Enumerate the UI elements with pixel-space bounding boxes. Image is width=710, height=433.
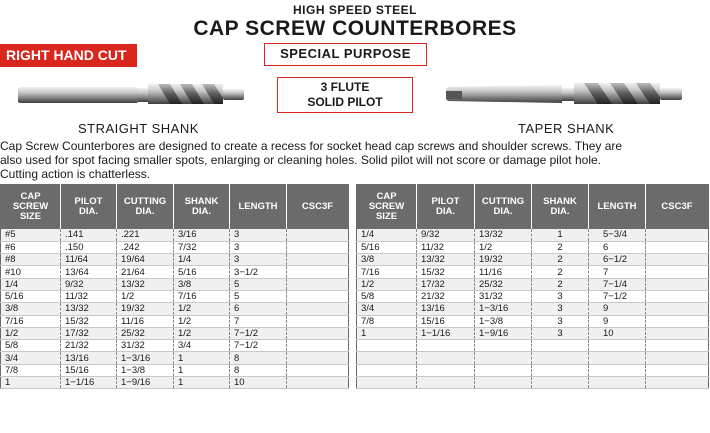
col-csc3f: CSC3F [646,184,709,229]
cell-cutting-dia: .242 [117,241,174,253]
cell-cutting-dia: 1−3/8 [117,364,174,376]
table-row [1,278,349,290]
cell-cap-screw-size: 1/4 [1,278,61,290]
cell-pilot-dia: 9/32 [61,278,117,290]
cell-cap-screw-size: #8 [1,254,61,266]
cell-cutting-dia: 25/32 [117,327,174,339]
cell-shank-dia: 1 [532,229,589,241]
table-row [357,229,709,241]
cell-cap-screw-size: 3/4 [357,303,417,315]
cell-pilot-dia: 15/32 [61,315,117,327]
cell-pilot-dia [417,352,475,364]
cell-length [589,340,646,352]
table-row [357,315,709,327]
right-hand-cut-badge: RIGHT HAND CUT [0,44,137,67]
cell-cap-screw-size: 5/8 [357,290,417,302]
cell-cutting-dia [475,364,532,376]
table-row [1,340,349,352]
cell-cap-screw-size: #6 [1,241,61,253]
table-row [357,290,709,302]
cell-cutting-dia: .221 [117,229,174,241]
cell-length: 7−1/4 [589,278,646,290]
cell-cap-screw-size: 7/16 [357,266,417,278]
cell-length: 6 [589,241,646,253]
cell-length: 10 [589,327,646,339]
cell-pilot-dia: 15/32 [417,266,475,278]
cell-length: 7−1/2 [230,327,287,339]
cell-csc3f [287,352,349,364]
cell-cap-screw-size: 3/8 [357,254,417,266]
col-csc3f: CSC3F [287,184,349,229]
cell-shank-dia: 1 [174,364,230,376]
special-purpose-badge: SPECIAL PURPOSE [264,43,427,66]
cell-cutting-dia: 19/32 [117,303,174,315]
straight-shank-counterbore-image [18,80,246,108]
cell-pilot-dia: 1−1/16 [417,327,475,339]
table-row [1,352,349,364]
cell-length: 5−3/4 [589,229,646,241]
cell-csc3f [287,254,349,266]
cell-cap-screw-size: #10 [1,266,61,278]
cell-shank-dia: 2 [532,266,589,278]
cell-cutting-dia: 1−9/16 [117,377,174,389]
cell-shank-dia [532,340,589,352]
flute-pilot-badge [277,77,413,113]
cell-shank-dia: 2 [532,241,589,253]
cell-shank-dia: 1 [174,352,230,364]
cell-length: 3 [230,254,287,266]
cell-pilot-dia: 13/16 [61,352,117,364]
cell-shank-dia: 3 [532,290,589,302]
table-row [1,303,349,315]
table-row [1,266,349,278]
cell-shank-dia [532,377,589,389]
cell-length: 5 [230,278,287,290]
col-cap-screw-size: CAP SCREW SIZE [357,184,417,229]
col-length: LENGTH [230,184,287,229]
table-row [1,229,349,241]
cell-shank-dia: 3/8 [174,278,230,290]
cell-pilot-dia: .150 [61,241,117,253]
table-row [357,364,709,376]
cell-csc3f [646,377,709,389]
cell-cutting-dia [475,340,532,352]
cell-csc3f [646,315,709,327]
cell-cap-screw-size: #5 [1,229,61,241]
cell-cap-screw-size [357,364,417,376]
cell-cutting-dia: 11/16 [475,266,532,278]
cell-csc3f [646,327,709,339]
col-cutting-dia: CUTTING DIA. [475,184,532,229]
cell-shank-dia: 1 [174,377,230,389]
cell-cutting-dia: 1−3/16 [117,352,174,364]
cell-pilot-dia: 11/32 [61,290,117,302]
cell-shank-dia: 5/16 [174,266,230,278]
table-row [1,241,349,253]
table-row [357,254,709,266]
col-shank-dia: SHANK DIA. [532,184,589,229]
cell-cutting-dia: 19/64 [117,254,174,266]
cell-length: 6−1/2 [589,254,646,266]
cell-cutting-dia: 31/32 [117,340,174,352]
taper-shank-spec-table [356,184,709,389]
cell-cap-screw-size: 1 [357,327,417,339]
cell-pilot-dia: 15/16 [417,315,475,327]
cell-pilot-dia: 11/32 [417,241,475,253]
cell-csc3f [646,352,709,364]
cell-cap-screw-size: 7/8 [357,315,417,327]
table-row [1,327,349,339]
cell-length: 5 [230,290,287,302]
cell-length [589,364,646,376]
cell-length: 7−1/2 [589,290,646,302]
cell-cap-screw-size [357,377,417,389]
cell-csc3f [287,315,349,327]
cell-cap-screw-size: 1/2 [1,327,61,339]
cell-shank-dia: 1/4 [174,254,230,266]
cell-cutting-dia: 1/2 [475,241,532,253]
cell-csc3f [646,229,709,241]
cell-cutting-dia: 19/32 [475,254,532,266]
straight-shank-spec-table [0,184,349,389]
col-cutting-dia: CUTTING DIA. [117,184,174,229]
cell-pilot-dia: 21/32 [417,290,475,302]
cell-csc3f [646,241,709,253]
cell-csc3f [287,303,349,315]
cell-pilot-dia: 1−1/16 [61,377,117,389]
table-row [357,278,709,290]
cell-shank-dia: 2 [532,278,589,290]
cell-shank-dia: 1/2 [174,303,230,315]
description-line: also used for spot facing smaller spots, enlarging or cleaning holes. Solid pilot will not score or damage pilot hole. [0,153,601,167]
cell-shank-dia: 7/16 [174,290,230,302]
description-line: Cutting action is chatterless. [0,167,151,181]
table-row [1,377,349,389]
cell-csc3f [287,327,349,339]
cell-csc3f [646,254,709,266]
cell-shank-dia: 3 [532,327,589,339]
table-row [1,290,349,302]
cell-cutting-dia: 1−3/16 [475,303,532,315]
cell-csc3f [287,377,349,389]
cell-csc3f [287,364,349,376]
taper-shank-counterbore-image [444,80,684,108]
cell-shank-dia [532,352,589,364]
cell-csc3f [287,229,349,241]
cell-cap-screw-size: 3/4 [1,352,61,364]
cell-cap-screw-size: 5/16 [1,290,61,302]
cell-pilot-dia: 13/32 [61,303,117,315]
cell-cap-screw-size: 7/8 [1,364,61,376]
cell-csc3f [287,340,349,352]
cell-cutting-dia: 21/64 [117,266,174,278]
product-description [0,139,708,181]
cell-length: 10 [230,377,287,389]
cell-cutting-dia: 13/32 [475,229,532,241]
table-row [1,254,349,266]
cell-pilot-dia: .141 [61,229,117,241]
col-pilot-dia: PILOT DIA. [417,184,475,229]
cell-length: 3 [230,229,287,241]
cell-cap-screw-size: 3/8 [1,303,61,315]
cell-length: 7−1/2 [230,340,287,352]
cell-cap-screw-size [357,352,417,364]
cell-pilot-dia: 13/16 [417,303,475,315]
cell-pilot-dia: 13/64 [61,266,117,278]
cell-pilot-dia: 13/32 [417,254,475,266]
cell-cutting-dia [475,352,532,364]
col-pilot-dia: PILOT DIA. [61,184,117,229]
table-row [357,266,709,278]
cell-csc3f [646,303,709,315]
cell-cutting-dia: 13/32 [117,278,174,290]
cell-cap-screw-size [357,340,417,352]
col-length: LENGTH [589,184,646,229]
cell-csc3f [287,241,349,253]
table-row [1,315,349,327]
cell-csc3f [646,364,709,376]
table-row [357,377,709,389]
cell-csc3f [287,290,349,302]
cell-cap-screw-size: 7/16 [1,315,61,327]
cell-shank-dia: 7/32 [174,241,230,253]
cell-shank-dia: 3 [532,303,589,315]
cell-length: 7 [589,266,646,278]
pilot-line: SOLID PILOT [307,95,383,109]
cell-cap-screw-size: 1 [1,377,61,389]
cell-pilot-dia: 21/32 [61,340,117,352]
cell-csc3f [287,266,349,278]
cell-shank-dia: 2 [532,254,589,266]
cell-csc3f [646,278,709,290]
table-header-row [357,184,709,229]
cell-cutting-dia [475,377,532,389]
table-row [357,303,709,315]
cell-pilot-dia: 9/32 [417,229,475,241]
cell-cutting-dia: 1−3/8 [475,315,532,327]
cell-pilot-dia [417,377,475,389]
cell-cap-screw-size: 5/16 [357,241,417,253]
cell-length: 8 [230,352,287,364]
flute-line: 3 FLUTE [320,80,370,94]
col-cap-screw-size: CAP SCREW SIZE [1,184,61,229]
cell-length [589,352,646,364]
cell-length: 6 [230,303,287,315]
cell-cutting-dia: 31/32 [475,290,532,302]
cell-pilot-dia [417,364,475,376]
cell-cutting-dia: 1/2 [117,290,174,302]
cell-pilot-dia: 11/64 [61,254,117,266]
cell-length: 9 [589,315,646,327]
cell-shank-dia: 1/2 [174,315,230,327]
cell-length [589,377,646,389]
cell-pilot-dia [417,340,475,352]
cell-shank-dia [532,364,589,376]
cell-cap-screw-size: 1/4 [357,229,417,241]
description-line: Cap Screw Counterbores are designed to create a recess for socket head cap screws and shoulder screws. They are [0,139,623,153]
cell-length: 9 [589,303,646,315]
cell-shank-dia: 3/4 [174,340,230,352]
cell-length: 3−1/2 [230,266,287,278]
cell-csc3f [646,340,709,352]
cell-cutting-dia: 25/32 [475,278,532,290]
cell-cap-screw-size: 1/2 [357,278,417,290]
straight-shank-label: STRAIGHT SHANK [78,121,199,136]
cell-pilot-dia: 17/32 [417,278,475,290]
cell-pilot-dia: 17/32 [61,327,117,339]
cell-cutting-dia: 1−9/16 [475,327,532,339]
cell-length: 3 [230,241,287,253]
table-row [1,364,349,376]
cell-length: 7 [230,315,287,327]
cell-cutting-dia: 11/16 [117,315,174,327]
cell-shank-dia: 3 [532,315,589,327]
cell-csc3f [646,266,709,278]
cell-csc3f [287,278,349,290]
taper-shank-label: TAPER SHANK [518,121,615,136]
table-row [357,327,709,339]
table-header-row [1,184,349,229]
col-shank-dia: SHANK DIA. [174,184,230,229]
cell-shank-dia: 1/2 [174,327,230,339]
cell-length: 8 [230,364,287,376]
table-row [357,352,709,364]
cell-cap-screw-size: 5/8 [1,340,61,352]
catalog-title: CAP SCREW COUNTERBORES [193,17,517,40]
cell-csc3f [646,290,709,302]
table-row [357,241,709,253]
catalog-supertitle: HIGH SPEED STEEL [292,3,418,17]
cell-shank-dia: 3/16 [174,229,230,241]
cell-pilot-dia: 15/16 [61,364,117,376]
table-row [357,340,709,352]
